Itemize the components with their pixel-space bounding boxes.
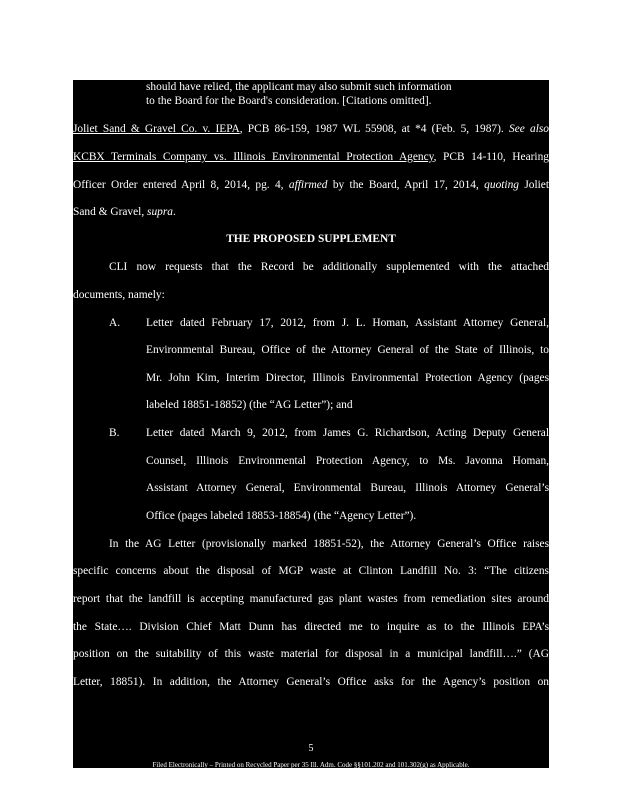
citation-line-1 <box>73 122 549 136</box>
paragraph-line-1: In the AG Letter (provisionally marked 18851-52), the Attorney General’s Office raises <box>109 538 549 550</box>
citation-text: by the Board, April 17, 2014, <box>327 179 485 191</box>
citation-line-2 <box>73 150 549 164</box>
document-page <box>73 80 549 768</box>
paragraph-line-6: Letter, 18851). In addition, the Attorney General’s Office asks for the Agency’s position on <box>73 676 549 688</box>
quoting-signal: quoting <box>484 179 519 191</box>
paragraph-line-2: specific concerns about the disposal of MGP waste at Clinton Landfill No. 3: “The citizens <box>73 565 549 577</box>
item-b-line-3: Assistant Attorney General, Environmental Bureau, Illinois Attorney General’s <box>146 482 549 494</box>
citation-text: Sand & Gravel, <box>73 206 148 218</box>
citation-text: . <box>172 206 176 218</box>
filing-footer: Filed Electronically – Printed on Recycled Paper per 35 Ill. Adm. Code §§101.202 and 101.302(g) as Applicable. <box>152 761 470 769</box>
paragraph-line-4: the State…. Division Chief Matt Dunn has directed me to inquire as to the Illinois EPA’s <box>73 621 549 633</box>
item-b-line-1: Letter dated March 9, 2012, from James G. Richardson, Acting Deputy General <box>146 427 549 439</box>
item-a-line-4: labeled 18851-18852) (the “AG Letter”); and <box>146 399 353 411</box>
intro-line-1: CLI now requests that the Record be additionally supplemented with the attached <box>109 261 549 273</box>
affirmed-signal: affirmed <box>288 179 328 191</box>
item-b-line-4: Office (pages labeled 18853-18854) (the “Agency Letter”). <box>146 510 417 522</box>
item-b-line-2: Counsel, Illinois Environmental Protection Agency, to Ms. Javonna Homan, <box>146 455 549 467</box>
supra-signal: supra <box>147 206 173 218</box>
page-number: 5 <box>308 743 314 754</box>
case-name-joliet: Joliet Sand & Gravel Co. v. IEPA <box>73 123 240 135</box>
case-name-kcbx: KCBX Terminals Company vs. Illinois Environmental Protection Agency <box>73 151 434 163</box>
paragraph-line-3: report that the landfill is accepting manufactured gas plant wastes from remediation sites around <box>73 593 549 605</box>
citation-line-4 <box>73 205 176 219</box>
item-a-marker: A. <box>109 317 121 329</box>
paragraph-line-5: position on the suitability of this waste material for disposal in a municipal landfill….” (AG <box>73 648 549 660</box>
citation-line-3 <box>73 178 549 192</box>
item-a-line-1: Letter dated February 17, 2012, from J. L. Homan, Assistant Attorney General, <box>146 317 549 329</box>
intro-line-2: documents, namely: <box>73 289 165 301</box>
item-a-line-3: Mr. John Kim, Interim Director, Illinois Environmental Protection Agency (pages <box>146 372 549 384</box>
item-a-line-2: Environmental Bureau, Office of the Attorney General of the State of Illinois, to <box>146 344 549 356</box>
see-also-signal: See also <box>509 123 549 135</box>
block-quote-line-2: to the Board for the Board's consideration. [Citations omitted]. <box>146 95 432 107</box>
item-b-marker: B. <box>109 427 120 439</box>
citation-text: , PCB 14-110, Hearing <box>433 151 549 163</box>
citation-text: Officer Order entered April 8, 2014, pg. 4, <box>73 179 289 191</box>
block-quote-line-1: should have relied, the applicant may also submit such information <box>146 81 452 93</box>
citation-text: , PCB 86-159, 1987 WL 55908, at *4 (Feb. 5, 1987). <box>239 123 504 135</box>
citation-text: Joliet <box>518 179 550 191</box>
section-heading: THE PROPOSED SUPPLEMENT <box>226 233 396 245</box>
